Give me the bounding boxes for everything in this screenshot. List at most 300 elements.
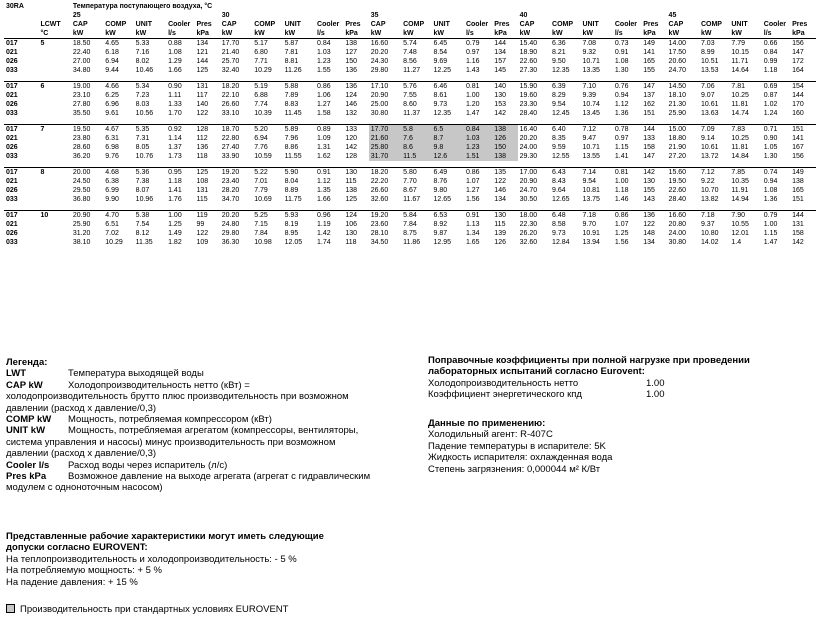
legend-block <box>6 357 426 494</box>
value-cell: 7.48 <box>403 49 417 56</box>
value-cell: 1.42 <box>317 230 331 237</box>
value-cell: 0.84 <box>763 49 778 56</box>
tolerance-line: На теплопроизводительность и холодопроизводительность: - 5 % <box>6 553 297 565</box>
value-cell: 22.40 <box>72 49 91 56</box>
lwt-cell: 8 <box>38 168 70 178</box>
value-cell: 1.00 <box>465 92 480 99</box>
value-cell: 18.80 <box>668 135 687 142</box>
column-name: COMP <box>403 21 425 28</box>
column-name: Cooler <box>614 21 638 28</box>
value-cell: 6.96 <box>105 101 119 108</box>
value-cell: 11.5 <box>401 152 431 161</box>
value-cell: 10.35 <box>731 178 749 185</box>
value-cell: 38.10 <box>72 239 91 246</box>
value-cell: 0.87 <box>763 92 778 99</box>
value-cell: 19.50 <box>668 178 687 185</box>
value-cell: 13.75 <box>582 196 600 203</box>
value-cell: 6.39 <box>550 82 580 92</box>
column-name: Cooler <box>168 21 191 28</box>
column-name: COMP <box>700 21 722 28</box>
value-cell: 11.75 <box>284 196 302 203</box>
value-cell: 9.32 <box>582 49 597 56</box>
legend-text: Мощность, потребляемая агрегатом (компрессоры, вентиляторы, <box>68 425 359 437</box>
value-cell: 8.60 <box>403 101 417 108</box>
value-cell: 138 <box>343 39 368 49</box>
lwt-cell <box>38 186 70 195</box>
value-cell: 8.89 <box>284 187 299 194</box>
column-name: UNIT <box>284 21 301 28</box>
legend-key: Cooler l/s <box>6 459 50 471</box>
value-cell: 138 <box>345 187 358 194</box>
value-cell: 149 <box>790 168 816 178</box>
value-cell: 130 <box>492 211 517 221</box>
value-cell: 28.40 <box>519 110 538 117</box>
value-cell: 26.60 <box>370 187 389 194</box>
value-cell: 25.70 <box>221 58 240 65</box>
value-cell: 6.80 <box>254 49 268 56</box>
value-cell: 1.00 <box>763 221 778 228</box>
value-cell: 22.20 <box>370 178 389 185</box>
value-cell: 9.47 <box>582 135 597 142</box>
air-temp-header: 30 <box>221 12 230 19</box>
value-cell: 9.64 <box>552 187 566 194</box>
value-cell: 142 <box>345 144 358 151</box>
value-cell: 36.80 <box>72 196 91 203</box>
value-cell: 1.35 <box>317 187 331 194</box>
value-cell: 1.4 <box>731 239 742 246</box>
value-cell: 6.94 <box>105 58 119 65</box>
value-cell: 1.03 <box>317 49 331 56</box>
value-cell: 11.86 <box>403 239 421 246</box>
column-name: CAP <box>519 21 535 28</box>
value-cell: 13.63 <box>700 110 719 117</box>
value-cell: 118 <box>196 153 208 160</box>
value-cell: 31.70 <box>369 152 401 161</box>
value-cell: 158 <box>643 144 655 151</box>
value-cell: 134 <box>194 39 219 49</box>
value-cell: 1.31 <box>317 144 331 151</box>
value-cell: 1.43 <box>465 67 480 74</box>
value-cell: 12.45 <box>552 110 570 117</box>
legend-title: Легенда: <box>6 357 48 368</box>
value-cell: 8.81 <box>284 58 299 65</box>
value-cell: 5.87 <box>283 39 315 49</box>
value-cell: 6.43 <box>550 168 580 178</box>
column-unit: kPa <box>345 30 358 37</box>
value-cell: 32.60 <box>519 239 538 246</box>
value-cell: 133 <box>343 125 368 135</box>
value-cell: 8.19 <box>284 221 299 228</box>
value-cell: 1.05 <box>763 144 778 151</box>
value-cell: 24.00 <box>519 144 538 151</box>
table-row <box>4 125 816 135</box>
value-cell: 22.60 <box>519 58 538 65</box>
column-unit: kW <box>254 30 265 37</box>
value-cell: 15.00 <box>667 125 699 135</box>
value-cell: 141 <box>643 49 655 56</box>
model-cell: 033 <box>6 196 18 203</box>
value-cell: 141 <box>792 135 804 142</box>
value-cell: 167 <box>792 144 804 151</box>
value-cell: 7.12 <box>580 125 612 135</box>
value-cell: 31.20 <box>72 230 91 237</box>
value-cell: 11.71 <box>731 58 749 65</box>
value-cell: 118 <box>345 239 357 246</box>
value-cell: 1.36 <box>763 196 778 203</box>
value-cell: 122 <box>494 178 506 185</box>
table-row <box>4 229 816 238</box>
value-cell: 10.80 <box>700 230 719 237</box>
value-cell: 0.86 <box>464 168 492 178</box>
value-cell: 8.58 <box>552 221 566 228</box>
highlight-swatch-icon <box>6 604 15 613</box>
value-cell: 13.45 <box>582 110 600 117</box>
air-temp-header: 35 <box>370 12 379 19</box>
value-cell: 8.76 <box>433 178 448 185</box>
value-cell: 5.38 <box>134 211 166 221</box>
value-cell: 20.80 <box>668 221 687 228</box>
value-cell: 10.29 <box>105 239 123 246</box>
column-unit: kW <box>552 30 563 37</box>
table-row <box>4 39 816 49</box>
value-cell: 147 <box>641 82 666 92</box>
value-cell: 144 <box>790 211 816 221</box>
value-cell: 8.02 <box>135 58 150 65</box>
tolerance-line: На потребляемую мощность: + 5 % <box>6 565 162 577</box>
value-cell: 11.67 <box>403 196 421 203</box>
model-cell: 021 <box>6 178 18 185</box>
value-cell: 0.92 <box>166 125 194 135</box>
value-cell: 13.35 <box>582 67 600 74</box>
correction-value: 1.00 <box>646 377 665 389</box>
value-cell: 14.00 <box>667 39 699 49</box>
model-cell: 026 <box>6 58 18 65</box>
performance-table-area <box>4 2 818 247</box>
lwt-cell <box>38 238 70 247</box>
legend-line <box>6 471 426 482</box>
value-cell: 138 <box>792 178 804 185</box>
value-cell: 5.19 <box>252 82 282 92</box>
value-cell: 29.80 <box>221 230 240 237</box>
value-cell: 1.47 <box>465 110 480 117</box>
value-cell: 23.80 <box>72 135 91 142</box>
value-cell: 8.05 <box>135 144 150 151</box>
value-cell: 1.08 <box>763 187 778 194</box>
value-cell: 9.50 <box>552 58 566 65</box>
value-cell: 14.74 <box>731 110 749 117</box>
value-cell: 150 <box>492 143 517 152</box>
value-cell: 0.96 <box>315 211 343 221</box>
value-cell: 12.01 <box>731 230 749 237</box>
value-cell: 1.33 <box>168 101 182 108</box>
column-unit: kW <box>221 30 233 37</box>
value-cell: 4.65 <box>103 39 133 49</box>
value-cell: 10.98 <box>254 239 272 246</box>
value-cell: 10.71 <box>582 144 600 151</box>
value-cell: 122 <box>643 221 655 228</box>
value-cell: 1.55 <box>317 67 331 74</box>
value-cell: 7.54 <box>135 221 150 228</box>
lwt-cell: 6 <box>38 82 70 92</box>
value-cell: 11.81 <box>731 144 749 151</box>
column-unit: kW <box>72 30 84 37</box>
value-cell: 140 <box>196 101 209 108</box>
value-cell: 132 <box>345 110 358 117</box>
value-cell: 5.74 <box>401 39 431 49</box>
value-cell: 5.93 <box>283 211 315 221</box>
value-cell: 27.20 <box>668 153 687 160</box>
value-cell: 106 <box>345 221 358 228</box>
table-row <box>4 211 816 221</box>
value-cell: 6.88 <box>254 92 268 99</box>
value-cell: 20.90 <box>370 92 389 99</box>
column-name: UNIT <box>731 21 748 28</box>
value-cell: 34.70 <box>221 196 240 203</box>
value-cell: 23.60 <box>370 221 389 228</box>
value-cell: 8.83 <box>284 101 299 108</box>
value-cell: 13.72 <box>700 153 719 160</box>
value-cell: 0.81 <box>464 82 492 92</box>
value-cell: 8.86 <box>284 144 299 151</box>
lwt-cell <box>38 177 70 186</box>
column-name: CAP <box>221 21 237 28</box>
value-cell: 17.50 <box>668 49 687 56</box>
air-temperature-title: Температура поступающего воздуха, °С <box>72 3 213 10</box>
value-cell: 33.10 <box>221 110 240 117</box>
value-cell: 10.70 <box>700 187 719 194</box>
value-cell: 7.23 <box>135 92 150 99</box>
table-row <box>4 220 816 229</box>
value-cell: 99 <box>196 221 205 228</box>
value-cell: 6.48 <box>550 211 580 221</box>
value-cell: 148 <box>643 230 655 237</box>
value-cell: 18.70 <box>220 125 252 135</box>
value-cell: 35.50 <box>72 110 91 117</box>
value-cell: 9.76 <box>105 153 119 160</box>
column-unit: kPa <box>494 30 507 37</box>
legend-key: LWT <box>6 368 27 380</box>
value-cell: 9.07 <box>700 92 715 99</box>
value-cell: 28.20 <box>221 187 240 194</box>
value-cell: 136 <box>343 82 368 92</box>
value-cell: 128 <box>345 153 358 160</box>
legend-line <box>6 391 426 402</box>
value-cell: 18.90 <box>519 49 538 56</box>
value-cell: 7.71 <box>254 58 268 65</box>
value-cell: 0.69 <box>762 82 790 92</box>
value-cell: 9.22 <box>700 178 715 185</box>
value-cell: 6.45 <box>432 39 464 49</box>
column-name: CAP <box>72 21 88 28</box>
value-cell: 19.00 <box>71 82 103 92</box>
value-cell: 144 <box>492 39 517 49</box>
value-cell: 145 <box>494 67 506 74</box>
table-row <box>4 152 816 161</box>
value-cell: 19.50 <box>71 125 103 135</box>
value-cell: 1.37 <box>168 144 182 151</box>
value-cell: 25.00 <box>370 101 389 108</box>
tolerance-block <box>6 531 426 588</box>
value-cell: 131 <box>196 187 209 194</box>
column-name: Cooler <box>317 21 340 28</box>
value-cell: 7.16 <box>135 49 150 56</box>
value-cell: 1.41 <box>614 153 629 160</box>
value-cell: 9.73 <box>552 230 566 237</box>
value-cell: 138 <box>492 152 517 161</box>
value-cell: 0.74 <box>762 168 790 178</box>
value-cell: 119 <box>194 211 219 221</box>
value-cell: 131 <box>792 221 804 228</box>
application-block <box>428 418 818 475</box>
value-cell: 0.97 <box>465 49 480 56</box>
correction-title-2: лабораторных испытаний согласно Eurovent: <box>428 366 645 378</box>
lwt-cell <box>38 109 70 118</box>
column-name: Pres <box>196 21 212 28</box>
value-cell: 6.94 <box>254 135 268 142</box>
value-cell: 7.84 <box>254 230 268 237</box>
value-cell: 149 <box>641 39 666 49</box>
value-cell: 7.18 <box>699 211 729 221</box>
value-cell: 115 <box>494 221 506 228</box>
value-cell: 134 <box>494 196 506 203</box>
value-cell: 1.19 <box>317 221 331 228</box>
column-name: COMP <box>105 21 127 28</box>
value-cell: 29.50 <box>72 187 91 194</box>
value-cell: 1.76 <box>168 196 182 203</box>
value-cell: 26.60 <box>221 101 240 108</box>
value-cell: 12.35 <box>433 110 452 117</box>
value-cell: 12.35 <box>552 67 570 74</box>
value-cell: 109 <box>196 239 209 246</box>
value-cell: 7.81 <box>729 82 761 92</box>
column-unit: kW <box>370 30 382 37</box>
value-cell: 9.87 <box>433 230 448 237</box>
legend-text: система управления и насосы) минус производительность при возможном <box>6 436 336 448</box>
value-cell: 0.91 <box>315 168 343 178</box>
value-cell: 1.18 <box>614 187 629 194</box>
value-cell: 7.74 <box>254 101 268 108</box>
value-cell: 121 <box>196 49 209 56</box>
value-cell: 8.54 <box>433 49 448 56</box>
value-cell: 144 <box>792 92 804 99</box>
value-cell: 20.20 <box>519 135 538 142</box>
table-row <box>4 186 816 195</box>
value-cell: 18.00 <box>518 211 550 221</box>
value-cell: 7.70 <box>403 178 417 185</box>
model-cell: 017 <box>4 211 38 221</box>
value-cell: 11.26 <box>284 67 302 74</box>
value-cell: 0.76 <box>613 82 641 92</box>
value-cell: 0.90 <box>763 135 778 142</box>
value-cell: 1.30 <box>763 153 778 160</box>
value-cell: 24.70 <box>668 67 687 74</box>
value-cell: 17.70 <box>220 39 252 49</box>
value-cell: 9.44 <box>105 67 119 74</box>
value-cell: 7.10 <box>580 82 612 92</box>
value-cell: 20.90 <box>519 178 538 185</box>
legend-line <box>6 437 426 448</box>
column-name: CAP <box>668 21 684 28</box>
column-name: Pres <box>643 21 659 28</box>
legend-key: COMP kW <box>6 414 52 426</box>
model-cell: 026 <box>6 230 18 237</box>
value-cell: 7.38 <box>135 178 150 185</box>
legend-text: холодопроизводительность брутто плюс производительность при возможном <box>6 391 349 403</box>
value-cell: 1.24 <box>763 110 778 117</box>
value-cell: 4.68 <box>103 168 133 178</box>
value-cell: 34.50 <box>370 239 389 246</box>
value-cell: 0.73 <box>613 39 641 49</box>
value-cell: 5.88 <box>283 82 315 92</box>
value-cell: 8.99 <box>700 49 715 56</box>
column-unit: kPa <box>792 30 805 37</box>
value-cell: 134 <box>494 49 506 56</box>
value-cell: 18.20 <box>369 168 401 178</box>
value-cell: 5.89 <box>283 125 315 135</box>
value-cell: 13.82 <box>700 196 719 203</box>
model-cell: 033 <box>6 239 18 246</box>
value-cell: 10.61 <box>700 101 719 108</box>
value-cell: 0.94 <box>763 178 778 185</box>
value-cell: 1.47 <box>763 239 778 246</box>
value-cell: 8.56 <box>403 58 417 65</box>
value-cell: 20.60 <box>668 58 687 65</box>
lwt-cell <box>38 48 70 57</box>
model-cell: 021 <box>6 92 18 99</box>
value-cell: 11.27 <box>403 67 421 74</box>
value-cell: 134 <box>643 239 655 246</box>
value-cell: 6.46 <box>432 82 464 92</box>
value-cell: 8.95 <box>284 230 299 237</box>
value-cell: 8.7 <box>432 134 464 143</box>
value-cell: 12.95 <box>433 239 452 246</box>
legend-line <box>6 425 426 436</box>
value-cell: 1.18 <box>168 178 182 185</box>
value-cell: 7.83 <box>729 125 761 135</box>
value-cell: 144 <box>196 58 209 65</box>
value-cell: 9.39 <box>582 92 597 99</box>
value-cell: 1.66 <box>317 196 331 203</box>
value-cell: 11.55 <box>284 153 302 160</box>
table-row <box>4 134 816 143</box>
column-name: Cooler <box>465 21 489 28</box>
value-cell: 1.15 <box>614 144 629 151</box>
value-cell: 18.10 <box>668 92 687 99</box>
value-cell: 8.92 <box>433 221 448 228</box>
value-cell: 4.66 <box>103 82 133 92</box>
value-cell: 15.60 <box>667 168 699 178</box>
value-cell: 1.08 <box>614 58 629 65</box>
value-cell: 7.14 <box>580 168 612 178</box>
column-name: Pres <box>792 21 808 28</box>
legend-text: Холодопроизводительность нетто (кВт) = <box>68 379 250 391</box>
value-cell: 1.08 <box>168 49 182 56</box>
value-cell: 1.30 <box>614 67 629 74</box>
value-cell: 21.90 <box>668 144 687 151</box>
value-cell: 7.12 <box>699 168 729 178</box>
value-cell: 0.84 <box>464 125 492 135</box>
value-cell: 7.09 <box>699 125 729 135</box>
value-cell: 5.84 <box>401 211 431 221</box>
value-cell: 124 <box>345 92 358 99</box>
value-cell: 7.15 <box>254 221 268 228</box>
value-cell: 10.74 <box>582 101 600 108</box>
value-cell: 23.40 <box>221 178 240 185</box>
value-cell: 7.31 <box>135 135 150 142</box>
value-cell: 136 <box>196 144 209 151</box>
table-row <box>4 168 816 178</box>
value-cell: 1.25 <box>168 221 182 228</box>
